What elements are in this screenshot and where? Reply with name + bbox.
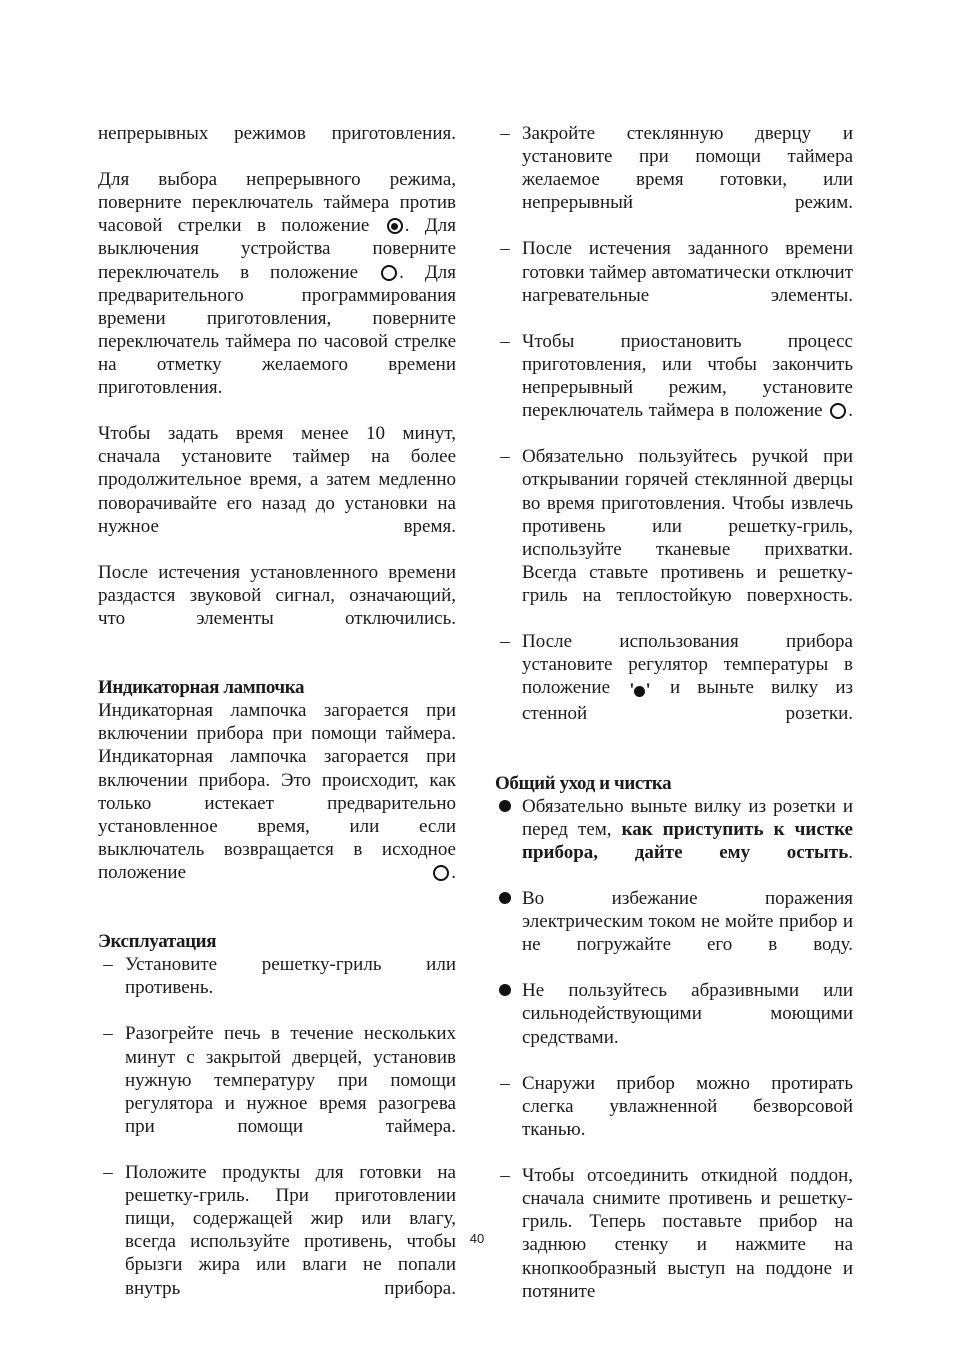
dash-marker	[495, 330, 515, 353]
list-item: – После использования прибора установите регулятор температуры в положение ' ' и выньте вилку из стенной розетки.	[495, 630, 853, 748]
dash-marker	[495, 630, 515, 653]
heading-usage: Эксплуатация	[98, 931, 217, 953]
list-item: Не пользуйтесь абразивными или сильнодействующими моющими средствами.	[495, 979, 853, 1071]
list-item: – Обязательно пользуйтесь ручкой при открывании горячей стеклянной дверцы во время приготовления. Чтобы извлечь противень или решетку-гриль, используйте тканевые прихватки. Всегда ставьте противень и решетку-гриль на теплостойкую поверхность.	[495, 445, 853, 630]
dash-marker	[495, 237, 515, 260]
paragraph-continuation: непрерывных режимов приготовления.	[98, 123, 456, 144]
dash-marker	[98, 1022, 118, 1045]
bullet-icon	[495, 887, 515, 910]
temperature-off-icon: ' '	[629, 680, 651, 702]
dash-marker	[98, 953, 118, 976]
heading-care: Общий уход и чистка	[495, 772, 672, 794]
list-item: – Чтобы приостановить процесс приготовления, или чтобы закончить непрерывный режим, установите переключатель таймера в положение .	[495, 330, 853, 445]
list-item: – Разогрейте печь в течение нескольких минут с закрытой дверцей, установив нужную температуру при помощи регулятора и нужное время разогрева при помощи таймера.	[98, 1022, 456, 1161]
paragraph-timer-modes: Для выбора непрерывного режима, поверните переключатель таймера против часовой стрелки в положение . Для выключения устройства поверните переключатель в положение . Для предварительного программирования времени приготовления, поверните переключатель таймера по часовой стрелке на отметку желаемого времени приготовления.	[98, 169, 457, 399]
left-column	[98, 122, 456, 1323]
dash-marker	[495, 1072, 515, 1095]
heading-indicator: Индикаторная лампочка	[98, 677, 305, 699]
bullet-icon	[495, 795, 515, 818]
paragraph-under-10-min: Чтобы задать время менее 10 минут, сначала установите таймер на более продолжительное время, а затем медленно поворачивайте его назад до установки на нужное время.	[98, 423, 456, 537]
list-item: Обязательно выньте вилку из розетки и перед тем, как приступить к чистке прибора, дайте ему остыть.	[495, 795, 853, 887]
paragraph-indicator: Индикаторная лампочка загорается при включении прибора при помощи таймера. Индикаторная лампочка загорается при включении прибора. Это происходит, как только истекает предварительно установленное время, или если выключатель возвращается в исходное положение .	[98, 700, 456, 883]
off-position-icon	[433, 865, 449, 881]
right-column	[495, 122, 853, 1326]
dash-marker	[495, 1164, 515, 1187]
dash-marker	[98, 1161, 118, 1184]
dash-marker	[495, 122, 515, 145]
continuous-mode-icon	[387, 218, 403, 234]
bullet-icon	[495, 979, 515, 1002]
paragraph-signal: После истечения установленного времени раздастся звуковой сигнал, означающий, что элементы отключились.	[98, 561, 456, 629]
dash-marker	[495, 445, 515, 468]
list-item: – Чтобы отсоединить откидной поддон, сначала снимите противень и решетку-гриль. Теперь поставьте прибор на заднюю стенку и нажмите на кнопкообразный выступ на поддоне и потяните	[495, 1164, 853, 1326]
list-item: – После истечения заданного времени готовки таймер автоматически отключит нагревательные элементы.	[495, 237, 853, 329]
off-position-icon	[830, 403, 846, 419]
list-item: – Закройте стеклянную дверцу и установите при помощи таймера желаемое время готовки, или непрерывный режим.	[495, 122, 853, 237]
off-position-icon	[381, 265, 397, 281]
list-item: – Установите решетку-гриль или противень.	[98, 953, 456, 1022]
list-item: – Положите продукты для готовки на решетку-гриль. При приготовлении пищи, содержащей жир или влагу, всегда используйте противень, чтобы брызги жира или влаги не попали внутрь прибора.	[98, 1161, 456, 1323]
page-number: 40	[469, 1231, 485, 1246]
list-item: – Снаружи прибор можно протирать слегка увлажненной безворсовой тканью.	[495, 1072, 853, 1164]
list-item: Во избежание поражения электрическим током не мойте прибор и не погружайте его в воду.	[495, 887, 853, 979]
